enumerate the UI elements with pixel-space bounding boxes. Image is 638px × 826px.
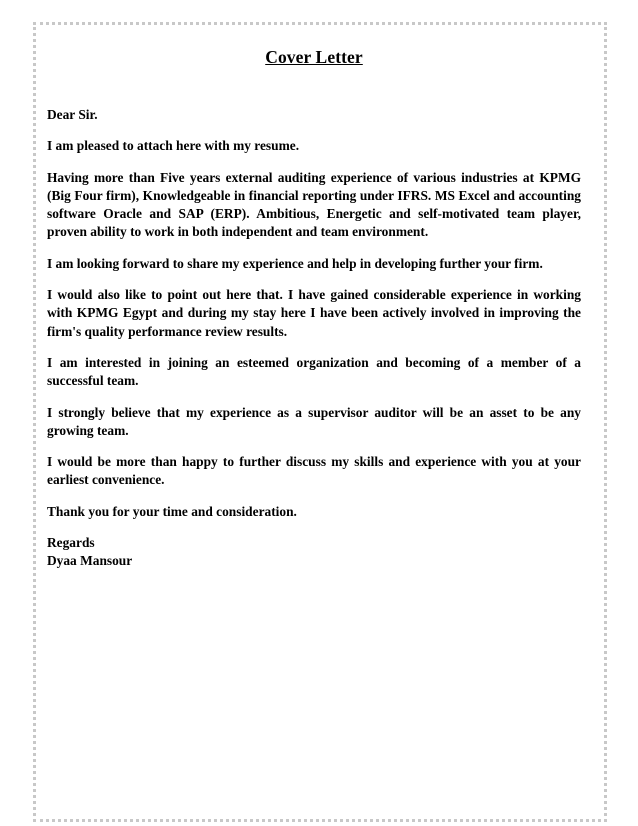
document-title: Cover Letter [265, 47, 363, 67]
paragraph-kpmg: I would also like to point out here that. I have gained considerable experience in working with KPMG Egypt and during my stay here I have been actively involved in improving the firm's quality performance review results. [47, 287, 581, 339]
letter-body [47, 106, 581, 584]
paragraph-interest: I am interested in joining an esteemed organization and becoming of a member of a successful team. [47, 354, 581, 389]
paragraph-forward: I am looking forward to share my experience and help in developing further your firm. [47, 255, 543, 271]
closing-block [47, 534, 581, 571]
paragraph-thanks: Thank you for your time and consideration. [47, 503, 297, 519]
paragraph-experience: Having more than Five years external auditing experience of various industries at KPMG (Big Four firm), Knowledgeable in financial reporting under IFRS. MS Excel and accounting software Oracle and SAP (ERP). Ambitious, Energetic and self-motivated team player, proven ability to work in both independent and team environment. [47, 169, 581, 240]
closing: Regards [47, 535, 95, 551]
signature: Dyaa Mansour [47, 553, 133, 569]
paragraph-intro: I am pleased to attach here with my resume. [47, 138, 300, 154]
paragraph-belief: I strongly believe that my experience as a supervisor auditor will be an asset to be any growing team. [47, 404, 581, 438]
paragraph-discuss: I would be more than happy to further discuss my skills and experience with you at your earliest convenience. [47, 454, 581, 488]
salutation: Dear Sir. [47, 107, 98, 122]
